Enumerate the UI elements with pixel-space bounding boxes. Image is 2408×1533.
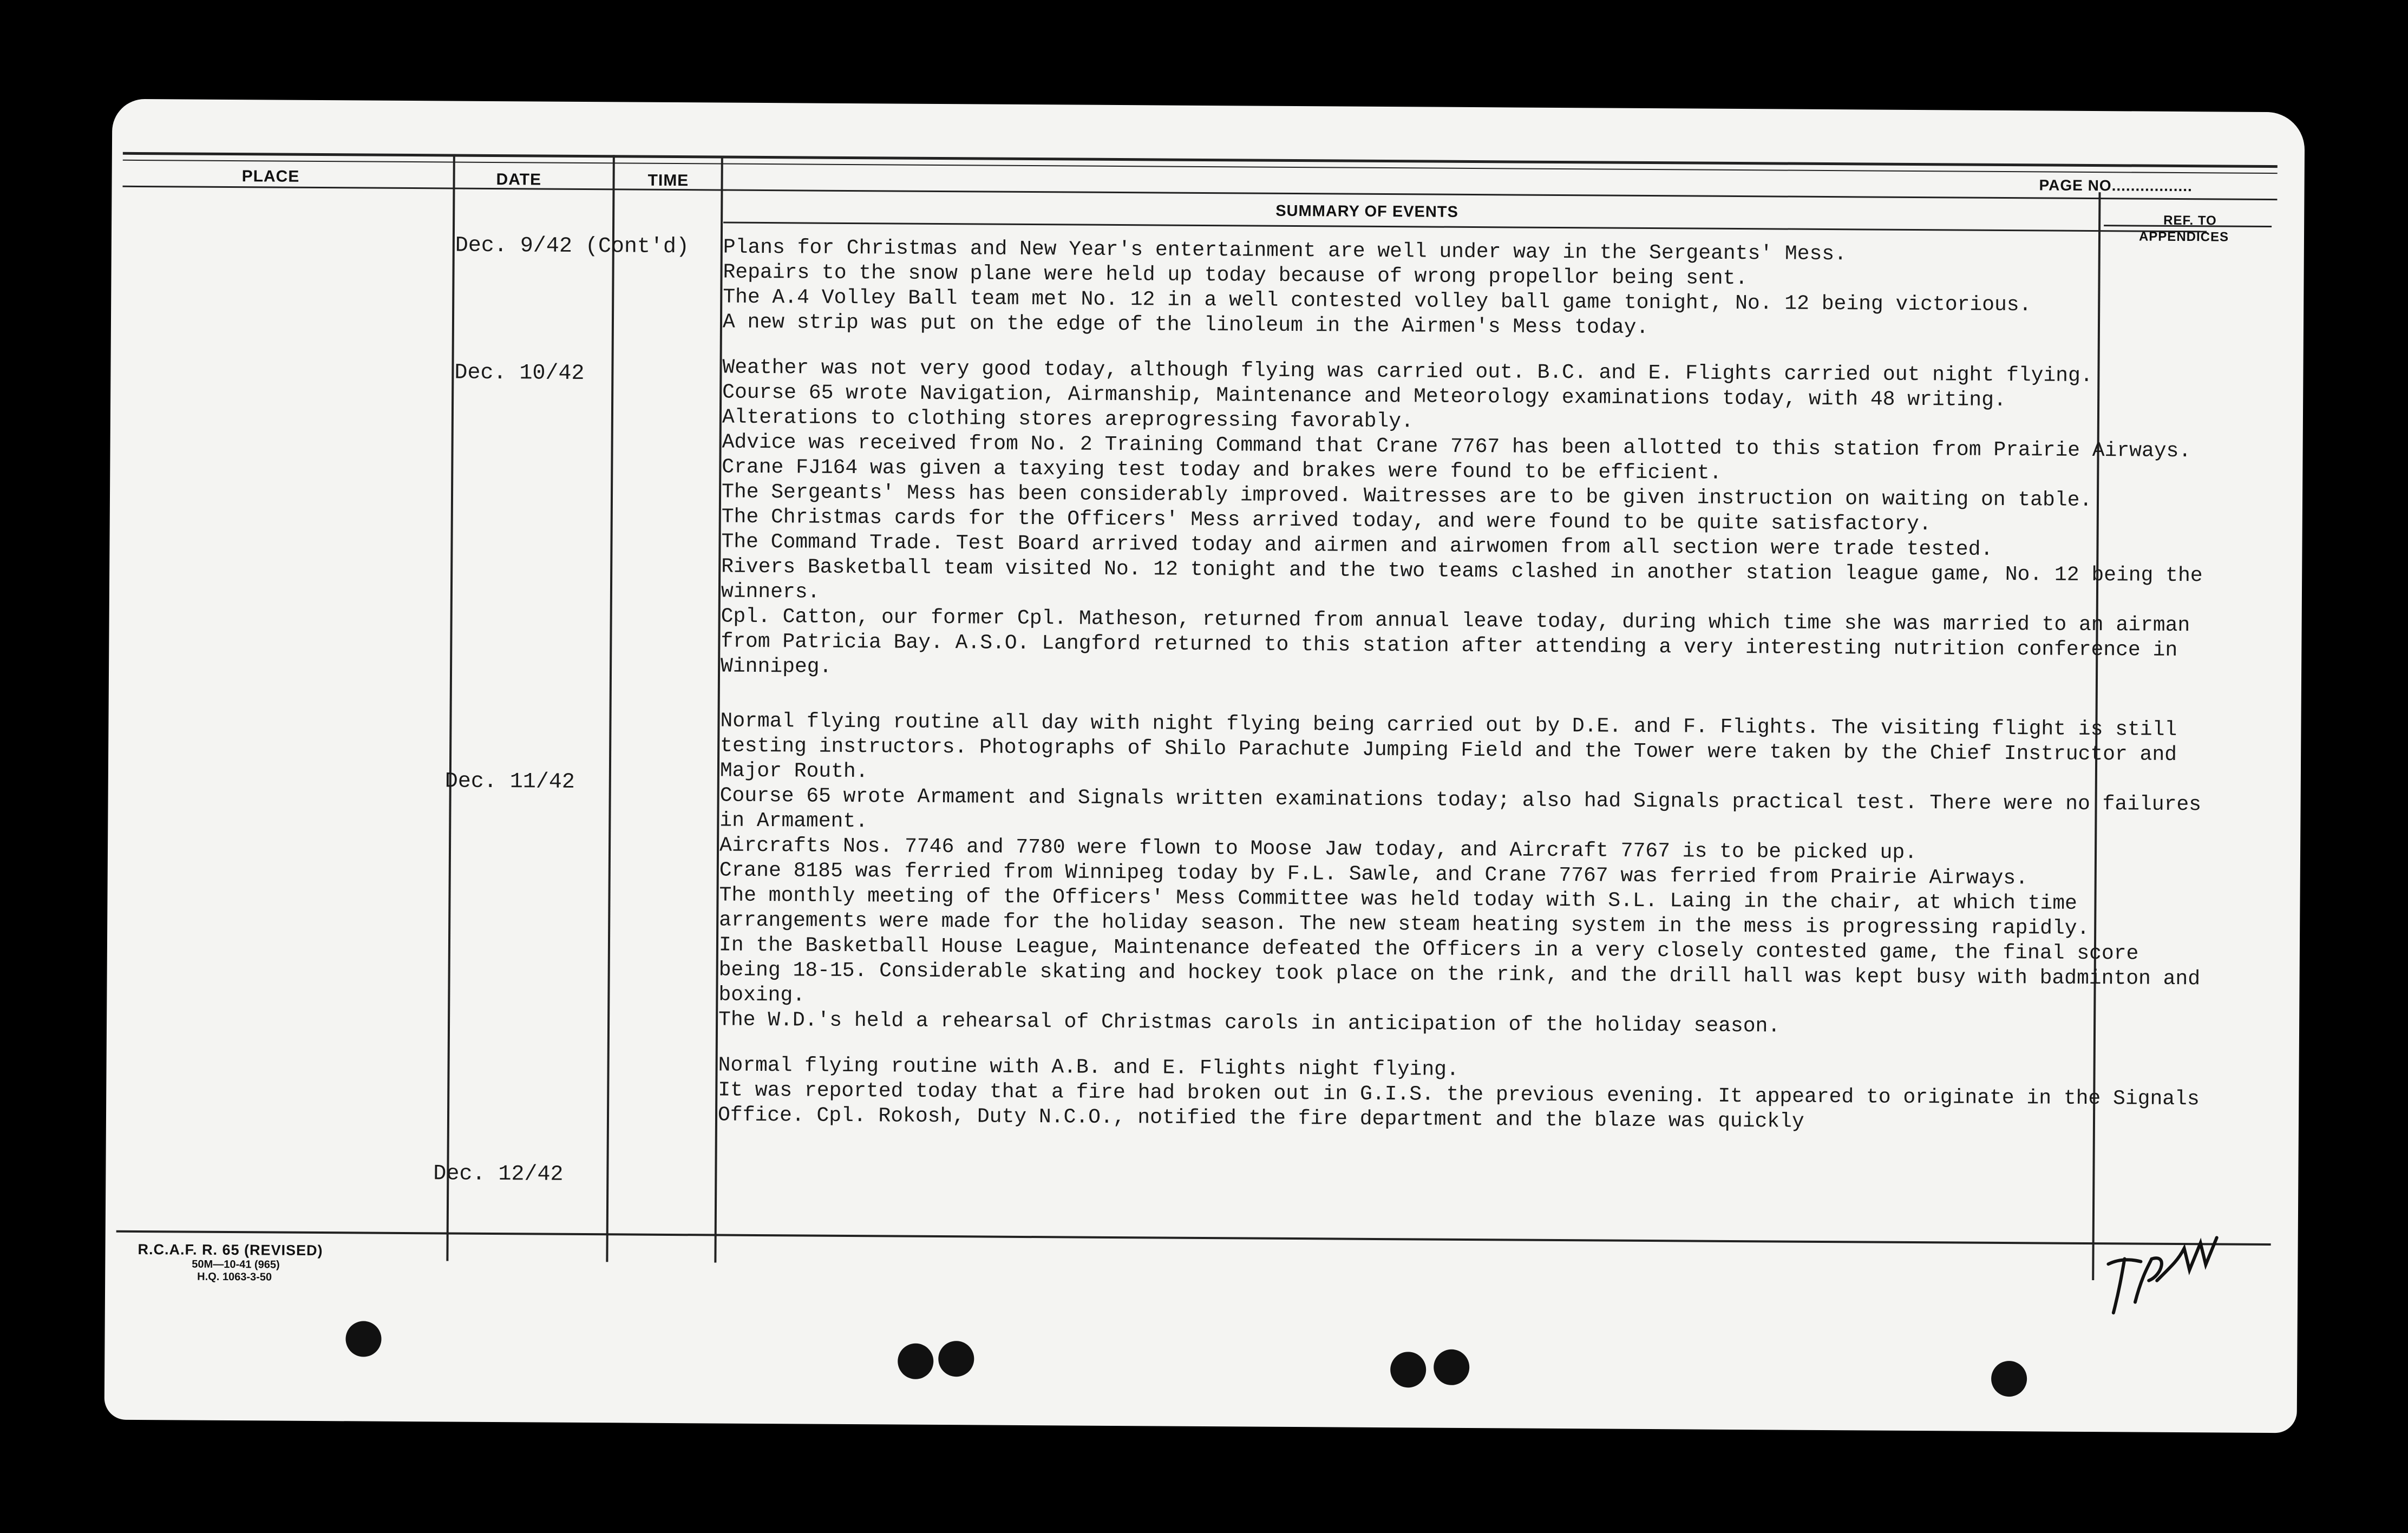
place-header: PLACE xyxy=(241,167,300,186)
form-number: R.C.A.F. R. 65 (REVISED) xyxy=(138,1241,323,1259)
binder-hole xyxy=(938,1341,974,1377)
footer-rule xyxy=(116,1230,2271,1246)
event-entry: Plans for Christmas and New Year's entertainment are well under way in the Sergeants' Mess. xyxy=(723,235,1847,266)
ref-header-line2: APPENDICES xyxy=(2138,229,2229,245)
event-entry: Cpl. Catton, our former Cpl. Matheson, returned from annual leave today, during which time she was married to an airman from Patricia Bay. A.S.O. Langford returned to this station after attending a very interesting nutrition conference in Winnipeg. xyxy=(720,605,2190,679)
date-column-line xyxy=(446,154,455,1261)
event-entry: The Command Trade. Test Board arrived today and airmen and airwomen from all section were trade tested. xyxy=(721,530,1993,561)
top-rule xyxy=(123,152,2278,168)
event-entry: A new strip was put on the edge of the linoleum in the Airmen's Mess today. xyxy=(722,310,1649,339)
handwritten-initials xyxy=(2097,1226,2228,1324)
event-entry: Weather was not very good today, although flying was carried out. B.C. and E. Flights carried out night flying. xyxy=(722,356,2093,388)
event-entry: The Christmas cards for the Officers' Mess arrived today, and were found to be quite satisfactory. xyxy=(721,505,1932,536)
binder-hole xyxy=(1991,1361,2027,1397)
event-entry: Repairs to the snow plane were held up today because of wrong propellor being sent. xyxy=(723,260,1748,291)
date-header: DATE xyxy=(496,170,542,189)
date-entry: Dec. 12/42 xyxy=(433,1162,564,1187)
event-entry: The monthly meeting of the Officers' Mess Committee was held today with S.L. Laing in the chair, at which time arrangements were made for the holiday season. The new steam heating system in the mess is progressing rapidly. xyxy=(719,883,2090,940)
event-entry: Course 65 wrote Armament and Signals written examinations today; also had Signals practical test. There were no failures in Armament. xyxy=(719,784,2202,834)
day-group xyxy=(721,356,2206,689)
hq-code: H.Q. 1063-3-50 xyxy=(197,1270,272,1283)
date-entry: Dec. 10/42 xyxy=(454,361,585,386)
page-number-label: PAGE NO................. xyxy=(2039,176,2193,195)
event-entry: Aircrafts Nos. 7746 and 7780 were flown to Moose Jaw today, and Aircraft 7767 is to be picked up. xyxy=(719,834,1918,865)
top-rule-thin xyxy=(123,160,2278,174)
day-group xyxy=(718,1053,2202,1137)
event-entry: Crane 8185 was ferried from Winnipeg today by F.L. Sawle, and Crane 7767 was ferried from Prairie Airways. xyxy=(719,859,2029,890)
event-entry: Alterations to clothing stores areprogressing favorably. xyxy=(722,405,1414,434)
document-card xyxy=(104,99,2305,1433)
event-entry: Course 65 wrote Navigation, Airmanship, Maintenance and Meteorology examinations today, with 48 writing. xyxy=(722,381,2006,412)
day-group xyxy=(723,235,2207,344)
header-rule xyxy=(122,186,726,191)
ref-header-line1: REF. TO xyxy=(2163,213,2217,228)
binder-hole xyxy=(1434,1349,1469,1385)
event-entry: The Sergeants' Mess has been considerably improved. Waitresses are to be given instruction on waiting on table. xyxy=(721,480,2092,513)
print-code: 50M—10-41 (965) xyxy=(192,1258,280,1271)
event-entry: Rivers Basketball team visited No. 12 tonight and the two teams clashed in another station league game, No. 12 being the winners. xyxy=(721,555,2203,604)
date-entry: Dec. 9/42 (Cont'd) xyxy=(455,233,690,260)
event-entry: Normal flying routine with A.B. and E. Flights night flying. xyxy=(718,1053,1459,1082)
summary-of-events xyxy=(718,235,2207,1137)
event-entry: The W.D.'s held a rehearsal of Christmas carols in anticipation of the holiday season. xyxy=(718,1008,1781,1038)
summary-rule xyxy=(723,222,2207,233)
event-entry: In the Basketball House League, Maintenance defeated the Officers in a very closely contested game, the final score being 18-15. Considerable skating and hockey took place on the rink, and the drill hall was kept busy with badminton and boxing. xyxy=(718,933,2201,1007)
binder-hole xyxy=(898,1344,933,1379)
summary-header: SUMMARY OF EVENTS xyxy=(1275,202,1459,221)
form-footer xyxy=(138,1241,323,1284)
event-entry: It was reported today that a fire had broken out in G.I.S. the previous evening. It appeared to originate in the Signals Office. Cpl. Rokosh, Duty N.C.O., notified the fire department and the blaze was quickly xyxy=(717,1078,2200,1134)
event-entry: Advice was received from No. 2 Training Command that Crane 7767 has been allotted to this station from Prairie Airways. Crane FJ164 was given a taxying test today and brakes were found to be efficient. xyxy=(722,430,2191,485)
time-column-line xyxy=(606,155,614,1262)
binder-hole xyxy=(345,1321,381,1357)
event-entry: The A.4 Volley Ball team met No. 12 in a well contested volley ball game tonight, No. 12 being victorious. xyxy=(723,285,2032,317)
binder-hole xyxy=(1390,1352,1426,1387)
date-entry: Dec. 11/42 xyxy=(444,769,575,795)
event-entry: Normal flying routine all day with night flying being carried out by D.E. and F. Flights. The visiting flight is still testing instructors. Photographs of Shilo Parachute Jumping Field and the Tower were taken by the Chief Instructor and Major Routh. xyxy=(719,709,2177,784)
time-header: TIME xyxy=(647,171,689,190)
day-group xyxy=(718,709,2204,1042)
